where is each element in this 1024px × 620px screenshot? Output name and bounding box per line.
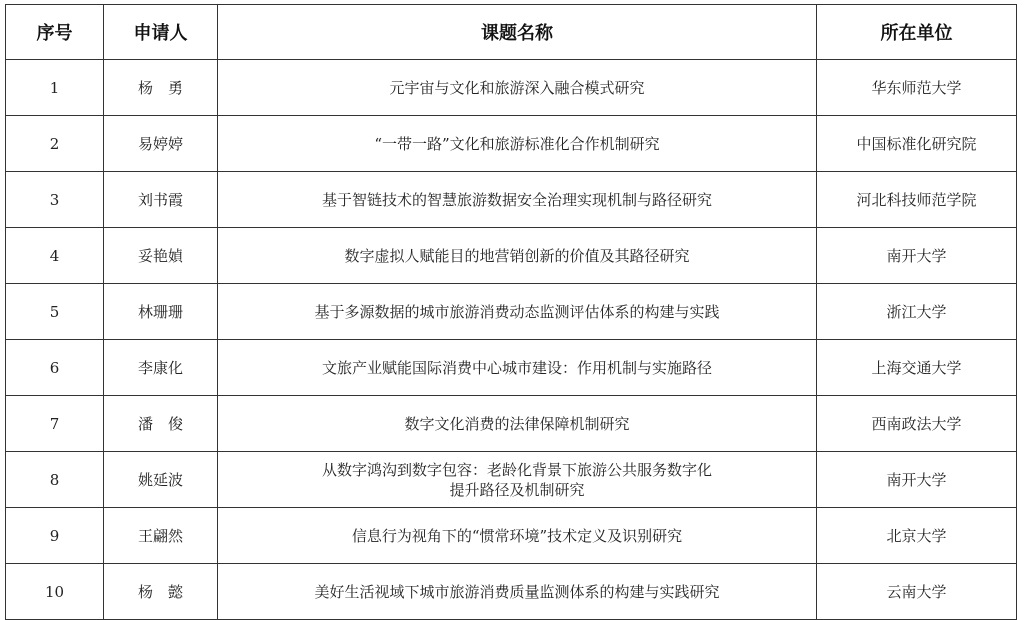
- header-unit: 所在单位: [817, 5, 1017, 60]
- header-row: [6, 5, 1017, 60]
- title-line: 美好生活视域下城市旅游消费质量监测体系的构建与实践研究: [314, 582, 720, 601]
- cell-title: [218, 60, 817, 116]
- cell-no: 10: [6, 564, 104, 620]
- title-line: 元宇宙与文化和旅游深入融合模式研究: [389, 78, 645, 97]
- header-no: 序号: [6, 5, 104, 60]
- cell-no: 6: [6, 340, 104, 396]
- cell-title: [218, 340, 817, 396]
- title-line: 数字文化消费的法律保障机制研究: [404, 414, 630, 433]
- cell-title: [218, 396, 817, 452]
- cell-no: 5: [6, 284, 104, 340]
- table-row: [6, 116, 1017, 172]
- cell-no: 1: [6, 60, 104, 116]
- cell-unit: 云南大学: [817, 564, 1017, 620]
- title-line: 数字虚拟人赋能目的地营销创新的价值及其路径研究: [344, 246, 690, 265]
- cell-title: [218, 172, 817, 228]
- cell-no: 8: [6, 452, 104, 508]
- table-header: [6, 5, 1017, 60]
- cell-unit: 北京大学: [817, 508, 1017, 564]
- cell-title: [218, 564, 817, 620]
- title-line: 文旅产业赋能国际消费中心城市建设：作用机制与实施路径: [321, 358, 712, 377]
- table-row: [6, 452, 1017, 508]
- cell-unit: 河北科技师范学院: [817, 172, 1017, 228]
- title-line: 从数字鸿沟到数字包容：老龄化背景下旅游公共服务数字化: [321, 460, 712, 479]
- cell-title: [218, 508, 817, 564]
- table-row: [6, 340, 1017, 396]
- title-line: 信息行为视角下的“惯常环境”技术定义及识别研究: [351, 526, 683, 545]
- cell-title: [218, 452, 817, 508]
- cell-applicant: 杨 勇: [104, 60, 218, 116]
- cell-unit: 南开大学: [817, 228, 1017, 284]
- title-line: 基于智链技术的智慧旅游数据安全治理实现机制与路径研究: [321, 190, 712, 209]
- table-row: [6, 172, 1017, 228]
- cell-applicant: 杨 懿: [104, 564, 218, 620]
- cell-no: 7: [6, 396, 104, 452]
- cell-no: 4: [6, 228, 104, 284]
- table-row: [6, 508, 1017, 564]
- cell-unit: 西南政法大学: [817, 396, 1017, 452]
- cell-no: 2: [6, 116, 104, 172]
- project-table: [5, 4, 1017, 620]
- header-title: 课题名称: [218, 5, 817, 60]
- cell-applicant: 李康化: [104, 340, 218, 396]
- cell-applicant: 潘 俊: [104, 396, 218, 452]
- cell-applicant: 林珊珊: [104, 284, 218, 340]
- cell-applicant: 刘书霞: [104, 172, 218, 228]
- table-body: [6, 60, 1017, 620]
- cell-title: [218, 116, 817, 172]
- cell-title: [218, 228, 817, 284]
- cell-unit: 中国标准化研究院: [817, 116, 1017, 172]
- cell-no: 3: [6, 172, 104, 228]
- table-row: [6, 60, 1017, 116]
- cell-applicant: 易婷婷: [104, 116, 218, 172]
- cell-unit: 南开大学: [817, 452, 1017, 508]
- title-line: 基于多源数据的城市旅游消费动态监测评估体系的构建与实践: [314, 302, 720, 321]
- cell-applicant: 妥艳媜: [104, 228, 218, 284]
- title-line: 提升路径及机制研究: [449, 480, 585, 499]
- cell-unit: 浙江大学: [817, 284, 1017, 340]
- header-applicant: 申请人: [104, 5, 218, 60]
- cell-applicant: 姚延波: [104, 452, 218, 508]
- table-row: [6, 396, 1017, 452]
- table-row: [6, 228, 1017, 284]
- table-row: [6, 564, 1017, 620]
- cell-unit: 上海交通大学: [817, 340, 1017, 396]
- cell-unit: 华东师范大学: [817, 60, 1017, 116]
- table-row: [6, 284, 1017, 340]
- cell-no: 9: [6, 508, 104, 564]
- title-line: “一带一路”文化和旅游标准化合作机制研究: [374, 134, 660, 153]
- cell-title: [218, 284, 817, 340]
- cell-applicant: 王翩然: [104, 508, 218, 564]
